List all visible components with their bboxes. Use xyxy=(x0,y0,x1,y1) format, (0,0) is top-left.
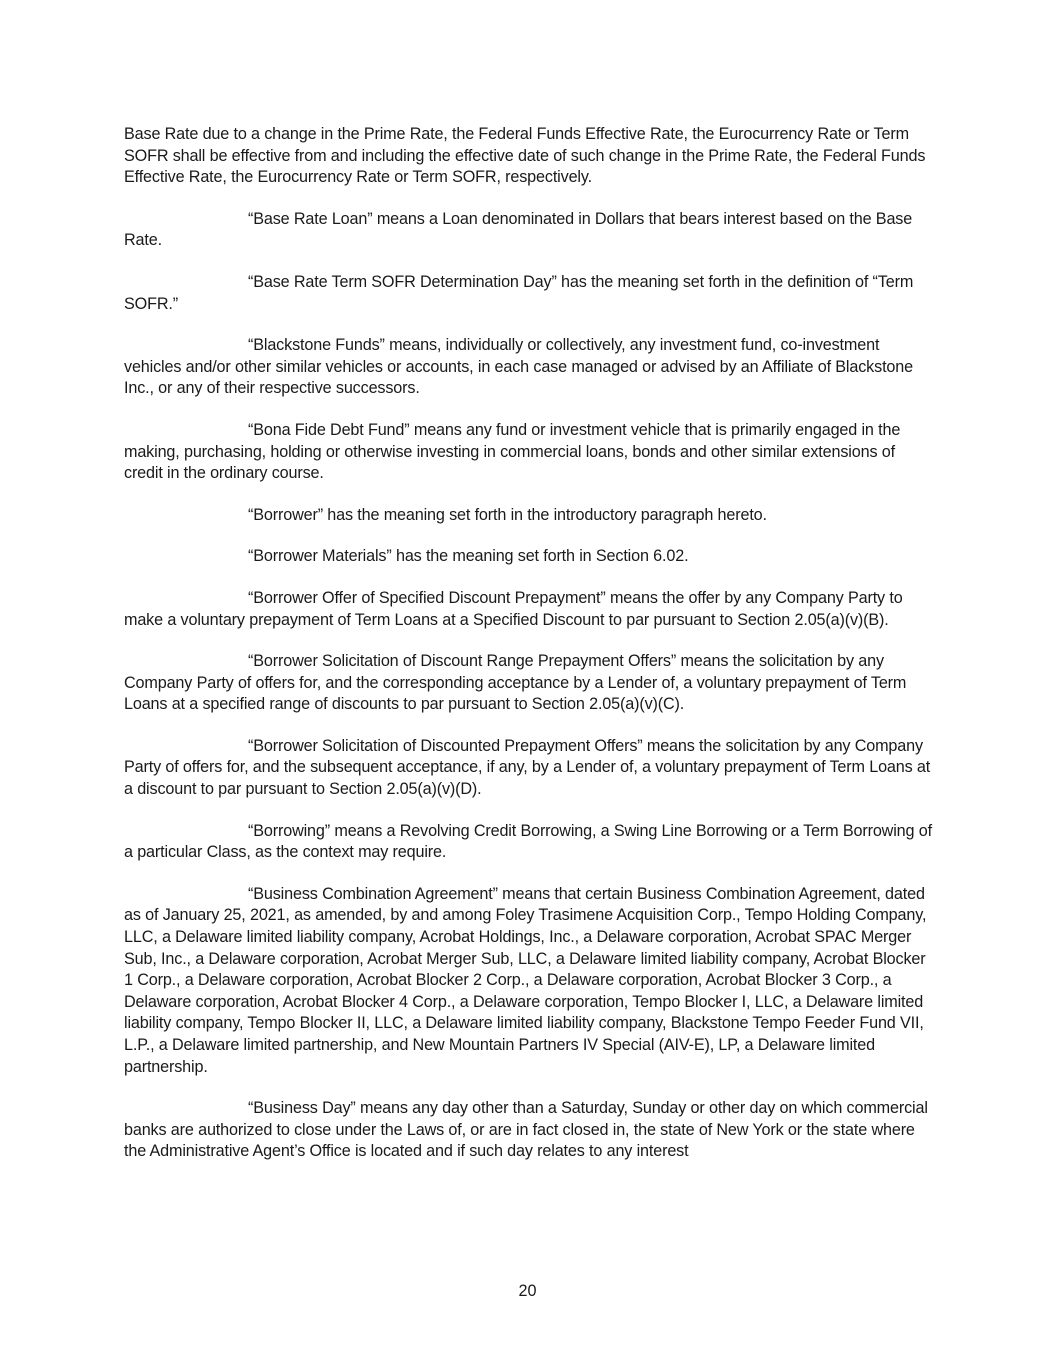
definition-bona-fide-debt-fund: “Bona Fide Debt Fund” means any fund or investment vehicle that is primarily engaged in the making, purchasing, holding or otherwise investing in commercial loans, bonds and other similar extensions of credit in the ordinary course. xyxy=(124,420,901,483)
definition-blackstone-funds: “Blackstone Funds” means, individually or collectively, any investment fund, co-investment vehicles and/or other similar vehicles or accounts, in each case managed or advised by an Affiliate of Blackstone Inc., or any of their respective successors. xyxy=(124,336,913,398)
definition-business-day: “Business Day” means any day other than a Saturday, Sunday or other day on which commercial banks are authorized to close under the Laws of, or are in fact closed in, the state of New York or the state where the Administrative Agent’s Office is located and if such day relates to any interest xyxy=(124,1099,928,1161)
definition-base-rate-term-sofr-determination-day: “Base Rate Term SOFR Determination Day” has the meaning set forth in the definition of “Term SOFR.” xyxy=(124,272,914,313)
definition-borrower: “Borrower” has the meaning set forth in the introductory paragraph hereto. xyxy=(248,505,767,524)
definition-borrower-solicitation-discount-range: “Borrower Solicitation of Discount Range Prepayment Offers” means the solicitation by any Company Party of offers for, and the corresponding acceptance by a Lender of, a voluntary prepayment of Term Loans at a specified range of discounts to par pursuant to Section 2.05(a)(v)(C). xyxy=(124,652,907,714)
page-number: 20 xyxy=(518,1282,537,1300)
definition-business-combination-agreement: “Business Combination Agreement” means that certain Business Combination Agreement, dated as of January 25, 2021, as amended, by and among Foley Trasimene Acquisition Corp., Tempo Holding Company, LLC, a Delaware limited liability company, Acrobat Holdings, Inc., a Delaware corporation, Acrobat SPAC Merger Sub, Inc., a Delaware corporation, Acrobat Merger Sub, LLC, a Delaware limited liability company, Acrobat Blocker 1 Corp., a Delaware corporation, Acrobat Blocker 2 Corp., a Delaware corporation, Acrobat Blocker 3 Corp., a Delaware corporation, Acrobat Blocker 4 Corp., a Delaware corporation, Tempo Blocker I, LLC, a Delaware limited liability company, Tempo Blocker II, LLC, a Delaware limited liability company, Blackstone Tempo Feeder Fund VII, L.P., a Delaware limited partnership, and New Mountain Partners IV Special (AIV-E), LP, a Delaware limited partnership. xyxy=(124,884,927,1076)
document-body xyxy=(124,124,936,1183)
definition-borrower-offer-specified-discount-prepayment: “Borrower Offer of Specified Discount Prepayment” means the offer by any Company Party to make a voluntary prepayment of Term Loans at a Specified Discount to par pursuant to Section 2.05(a)(v)(B). xyxy=(124,588,903,629)
definition-base-rate-loan: “Base Rate Loan” means a Loan denominated in Dollars that bears interest based on the Base Rate. xyxy=(124,209,913,250)
definition-borrowing: “Borrowing” means a Revolving Credit Borrowing, a Swing Line Borrowing or a Term Borrowing of a particular Class, as the context may require. xyxy=(124,821,932,862)
definition-borrower-solicitation-discounted-prepayment: “Borrower Solicitation of Discounted Prepayment Offers” means the solicitation by any Company Party of offers for, and the subsequent acceptance, if any, by a Lender of, a voluntary prepayment of Term Loans at a discount to par pursuant to Section 2.05(a)(v)(D). xyxy=(124,736,931,799)
definition-borrower-materials: “Borrower Materials” has the meaning set forth in Section 6.02. xyxy=(248,547,689,566)
paragraph-base-rate-continuation: Base Rate due to a change in the Prime Rate, the Federal Funds Effective Rate, the Eurocurrency Rate or Term SOFR shall be effective from and including the effective date of such change in the Prime Rate, the Federal Funds Effective Rate, the Eurocurrency Rate or Term SOFR, respectively. xyxy=(124,125,926,187)
